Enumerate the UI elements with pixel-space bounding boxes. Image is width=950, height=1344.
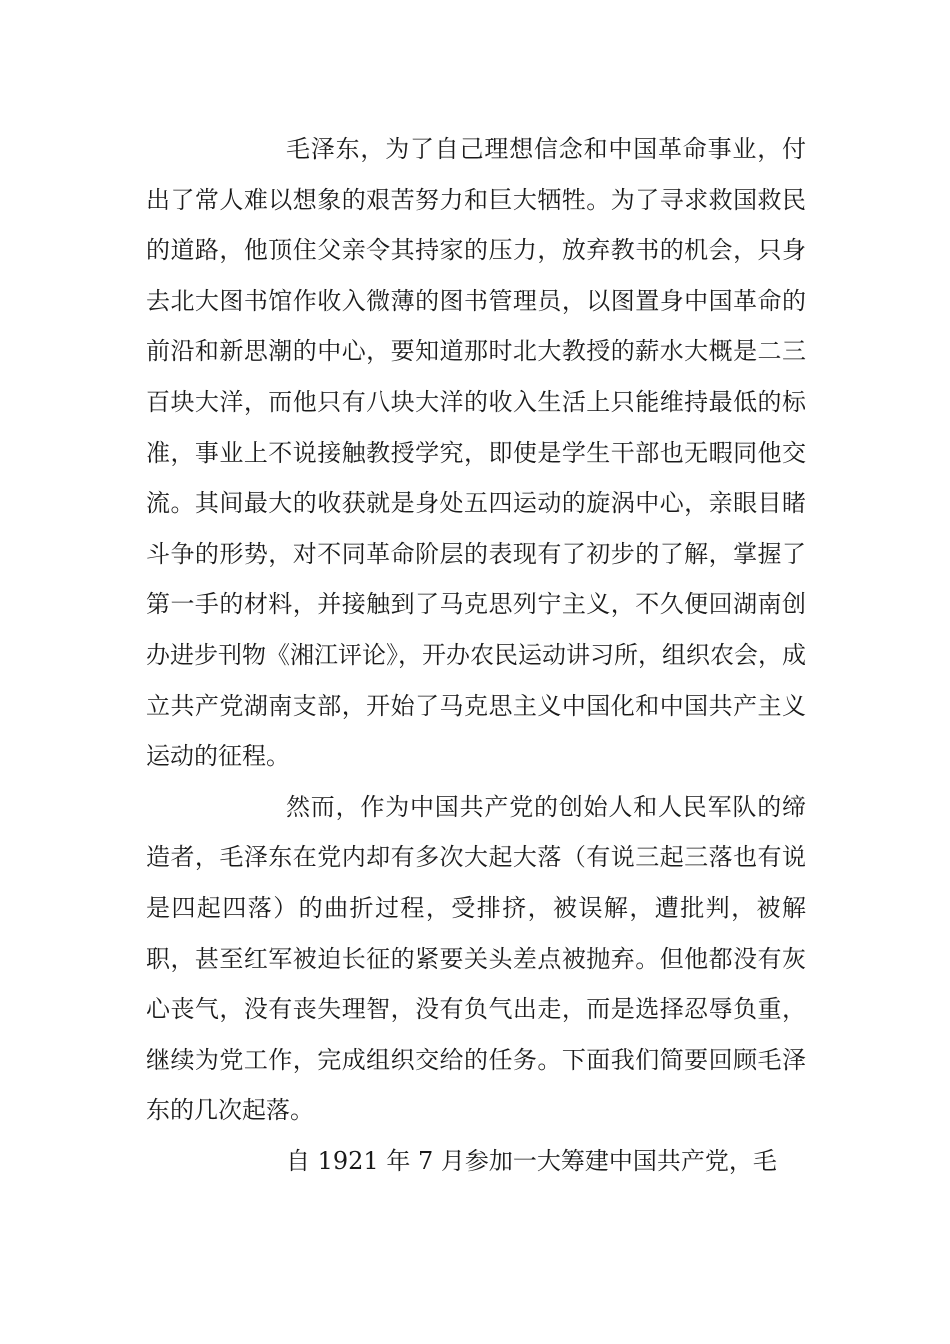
- paragraph-3: 自 1921 年 7 月参加一大筹建中国共产党，毛: [286, 1146, 777, 1175]
- paragraph-2: 然而，作为中国共产党的创始人和人民军队的缔造者，毛泽东在党内却有多次大起大落（有说三起三落也有说是四起四落）的曲折过程，受排挤，被误解，遭批判，被解职，甚至红军被迫长征的紧要关头差点被抛弃。但他都没有灰心丧气，没有丧失理智，没有负气出走，而是选择忍辱负重，继续为党工作，完成组织交给的任务。下面我们简要回顾毛泽东的几次起落。: [146, 792, 806, 1125]
- paragraph-1: 毛泽东，为了自己理想信念和中国革命事业，付出了常人难以想象的艰苦努力和巨大牺牲。为了寻求救国救民的道路，他顶住父亲令其持家的压力，放弃教书的机会，只身去北大图书馆作收入微薄的图书管理员，以图置身中国革命的前沿和新思潮的中心，要知道那时北大教授的薪水大概是二三百块大洋，而他只有八块大洋的收入生活上只能维持最低的标准，事业上不说接触教授学究，即使是学生干部也无暇同他交流。其间最大的收获就是身处五四运动的旋涡中心，亲眼目睹斗争的形势，对不同革命阶层的表现有了初步的了解，掌握了第一手的材料，并接触到了马克思列宁主义，不久便回湖南创办进步刊物《湘江评论》，开办农民运动讲习所，组织农会，成立共产党湖南支部，开始了马克思主义中国化和中国共产主义运动的征程。: [146, 135, 806, 771]
- body-text: [146, 124, 806, 1186]
